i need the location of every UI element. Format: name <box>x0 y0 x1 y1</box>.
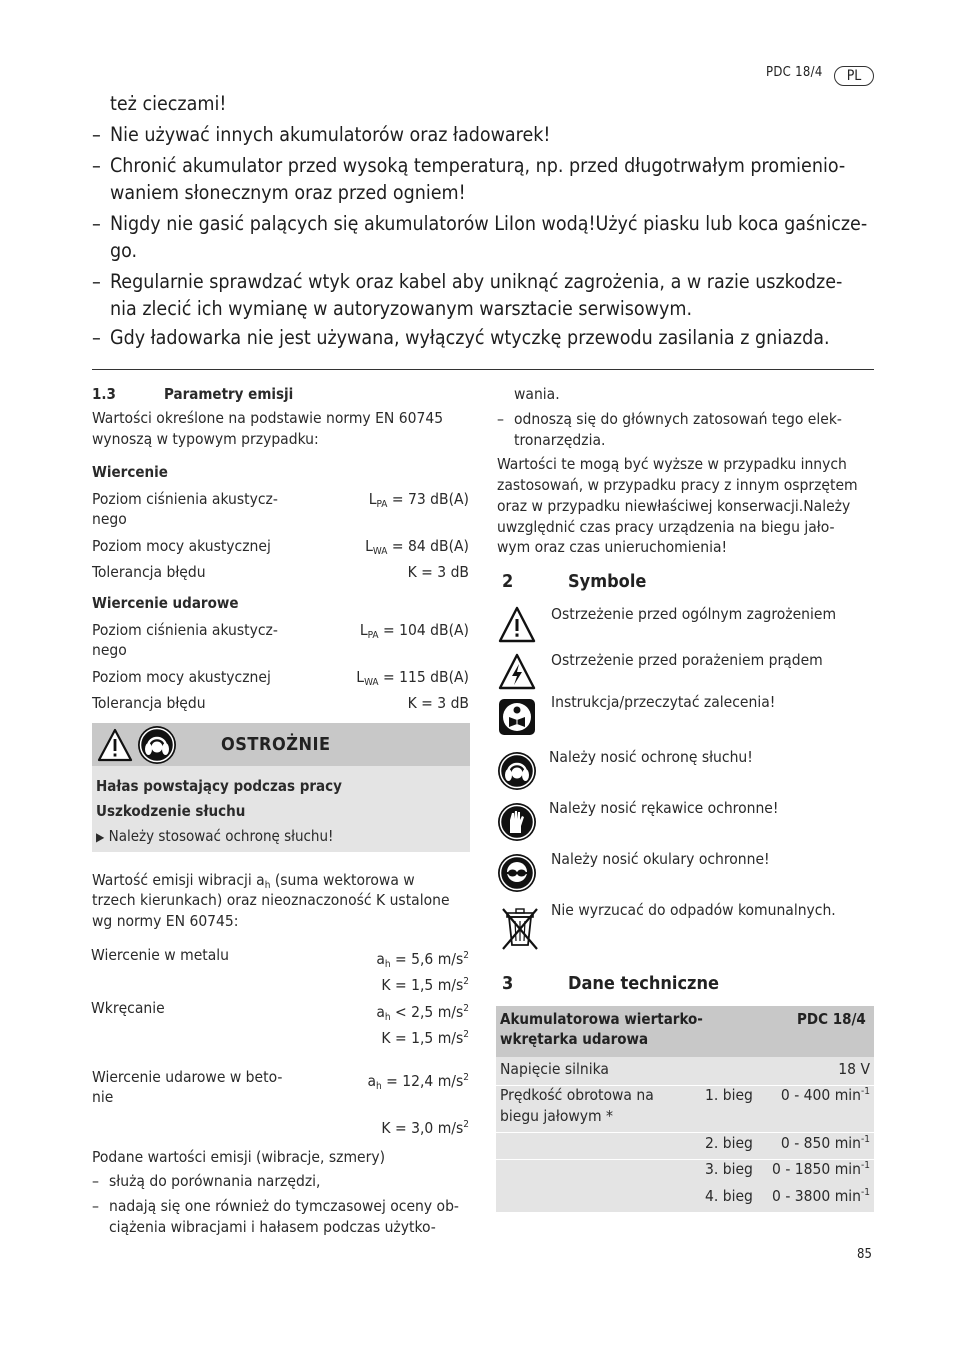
list-item: – <box>92 1197 99 1215</box>
note-text: Wartości te mogą być wyższe w przypadku innych <box>497 455 847 473</box>
emission-intro: wynoszą w typowym przypadku: <box>92 430 319 448</box>
warning-triangle-icon <box>497 605 537 645</box>
symbol-label: Nie wyrzucać do odpadów komunalnych. <box>551 901 836 919</box>
section-title: Dane techniczne <box>568 973 719 994</box>
symbol-label: Należy nosić ochronę słuchu! <box>549 748 753 766</box>
tech-header-label: Akumulatorowa wiertarko- <box>500 1010 703 1028</box>
read-manual-icon <box>497 697 537 737</box>
vibration-intro: wg normy EN 60745: <box>92 912 239 930</box>
symbol-label: Należy nosić rękawice ochronne! <box>549 799 779 817</box>
emission-intro: Wartości określone na podstawie normy EN 60745 <box>92 409 444 427</box>
section-number: 3 <box>502 973 514 994</box>
note-text: zastosowań, w przypadku pracy z innym osprzętem <box>497 476 858 494</box>
section-number: 2 <box>502 571 514 592</box>
safety-goggles-icon <box>497 853 537 893</box>
crossed-bin-icon <box>499 905 541 951</box>
electric-shock-icon <box>497 652 537 692</box>
header-model: PDC 18/4 <box>766 65 823 80</box>
symbol-label: Należy nosić okulary ochronne! <box>551 850 770 868</box>
language-badge: PL <box>834 66 874 86</box>
list-item: – <box>497 410 504 428</box>
ear-protection-icon <box>137 725 177 765</box>
caution-title: OSTROŻNIE <box>221 734 331 755</box>
note-text: uwzględnić czas pracy urządzenia na biegu jało- <box>497 518 835 536</box>
section-number: 1.3 <box>92 385 116 403</box>
given-values: Podane wartości emisji (wibracje, szmery) <box>92 1148 386 1166</box>
caution-line: Uszkodzenie słuchu <box>96 802 246 820</box>
arrow-right-icon: ▶ <box>96 830 105 844</box>
gloves-icon <box>497 802 537 842</box>
vibration-intro: trzech kierunkach) oraz nieoznaczoność K ustalone <box>92 891 450 909</box>
section-title: Parametry emisji <box>164 385 294 403</box>
note-text: oraz w przypadku niewłaściwej konserwacji.Należy <box>497 497 851 515</box>
hammer-title: Wiercenie udarowe <box>92 594 239 612</box>
caution-line: Hałas powstający podczas pracy <box>96 777 342 795</box>
ear-protection-icon <box>497 751 537 791</box>
section-title: Symbole <box>568 571 647 592</box>
tech-header-model: PDC 18/4 <box>797 1010 866 1028</box>
tech-header-label: wkrętarka udarowa <box>500 1030 649 1048</box>
symbol-label: Instrukcja/przeczytać zalecenia! <box>551 693 776 711</box>
page-number: 85 <box>857 1247 872 1262</box>
caution-instruction: ▶ Należy stosować ochronę słuchu! <box>96 827 334 845</box>
symbol-label: Ostrzeżenie przed porażeniem prądem <box>551 651 823 669</box>
note-text: wym oraz czas unieruchomienia! <box>497 538 728 556</box>
list-item: – <box>92 1172 99 1190</box>
vibration-intro: Wartość emisji wibracji $a_h$ (suma wektorowa w <box>92 871 415 891</box>
symbol-label: Ostrzeżenie przed ogólnym zagrożeniem <box>551 605 837 623</box>
drilling-title: Wiercenie <box>92 463 168 481</box>
section-divider <box>92 369 874 370</box>
warning-triangle-icon <box>96 727 134 763</box>
safety-instructions: też cieczami! – Nie używać innych akumulatorów oraz ładowarek! – Chronić akumulator przed wysoką temperaturą, np. przed długotrwałym promienio- waniem słonecznym oraz przed ogniem! – Nigdy nie gasić palących się akumulatorów LiIon wodą!Użyć piasku lub koca gaśnicze- go. – Regularnie sprawdzać wtyk oraz kabel aby uniknąć zagrożenia, a w razie uszkodze- nia zlecić ich wymianę w autoryzowanym warsztacie serwisowym. – Gdy ładowarka nie jest używana, wyłączyć wtyczkę przewodu zasilania z gniazda. <box>92 92 868 349</box>
